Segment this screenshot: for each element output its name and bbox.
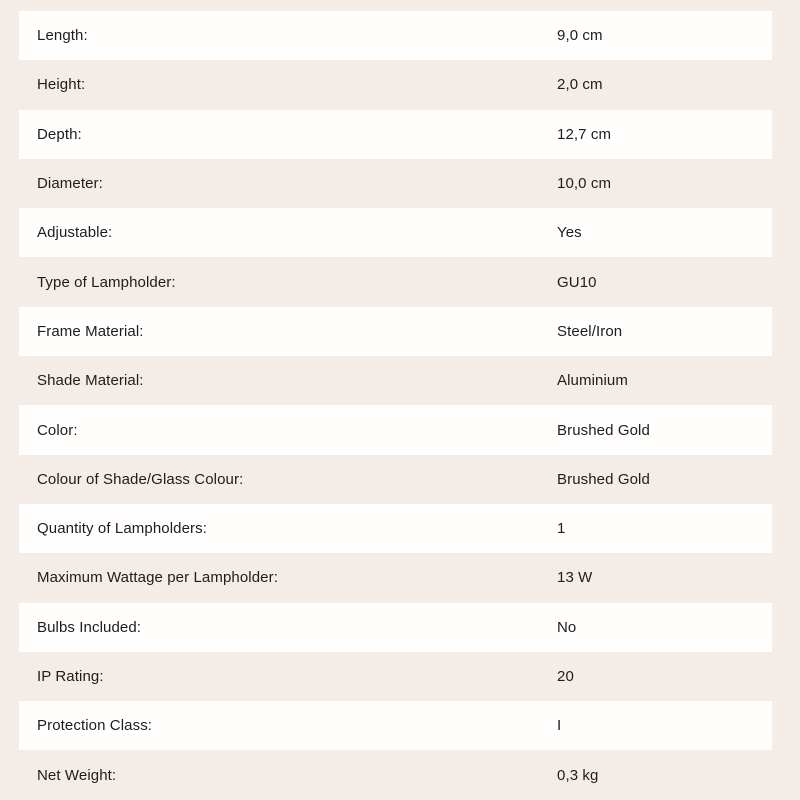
- spec-row-lampholder-type: [19, 257, 772, 306]
- spec-value: 10,0 cm: [557, 175, 612, 193]
- spec-label: Bulbs Included:: [37, 619, 142, 635]
- spec-label: Shade Material:: [37, 373, 144, 389]
- spec-value: Aluminium: [557, 372, 628, 390]
- spec-value: Yes: [557, 224, 582, 242]
- spec-value: Brushed Gold: [557, 421, 650, 439]
- spec-row-height: [19, 60, 772, 109]
- spec-value: 13 W: [557, 569, 593, 587]
- spec-row-shade-colour: [19, 455, 772, 504]
- spec-value: 12,7 cm: [557, 125, 612, 143]
- spec-row-shade-material: [19, 356, 772, 405]
- spec-label: Height:: [37, 77, 86, 93]
- spec-label: Length:: [37, 28, 88, 44]
- spec-row-depth: [19, 110, 772, 159]
- spec-value: GU10: [557, 273, 597, 291]
- spec-value: 9,0 cm: [557, 27, 603, 45]
- spec-row-ip-rating: [19, 652, 772, 701]
- spec-row-bulbs-included: [19, 603, 772, 652]
- spec-value: Steel/Iron: [557, 322, 623, 340]
- spec-value: 1: [557, 520, 566, 538]
- spec-row-color: [19, 405, 772, 454]
- spec-value: 2,0 cm: [557, 76, 603, 94]
- spec-row-net-weight: [19, 750, 772, 799]
- spec-row-max-wattage: [19, 553, 772, 602]
- spec-label: Colour of Shade/Glass Colour:: [37, 471, 244, 487]
- spec-row-lampholder-quantity: [19, 504, 772, 553]
- spec-label: Type of Lampholder:: [37, 274, 176, 290]
- spec-label: IP Rating:: [37, 669, 104, 684]
- spec-value: 20: [557, 668, 574, 685]
- spec-value: I: [557, 717, 562, 735]
- spec-label: Frame Material:: [37, 323, 144, 339]
- spec-value: No: [557, 618, 577, 636]
- spec-label: Color:: [37, 422, 78, 438]
- spec-row-diameter: [19, 159, 772, 208]
- spec-label: Protection Class:: [37, 718, 153, 734]
- spec-row-frame-material: [19, 307, 772, 356]
- spec-label: Adjustable:: [37, 225, 113, 241]
- spec-label: Quantity of Lampholders:: [37, 521, 207, 537]
- spec-label: Maximum Wattage per Lampholder:: [37, 570, 278, 586]
- spec-label: Net Weight:: [37, 767, 117, 783]
- spec-row-length: [19, 11, 772, 60]
- spec-value: Brushed Gold: [557, 470, 650, 488]
- spec-value: 0,3 kg: [557, 766, 599, 784]
- spec-row-adjustable: [19, 208, 772, 257]
- spec-row-protection-class: [19, 701, 772, 750]
- spec-label: Depth:: [37, 126, 82, 142]
- spec-label: Diameter:: [37, 176, 103, 192]
